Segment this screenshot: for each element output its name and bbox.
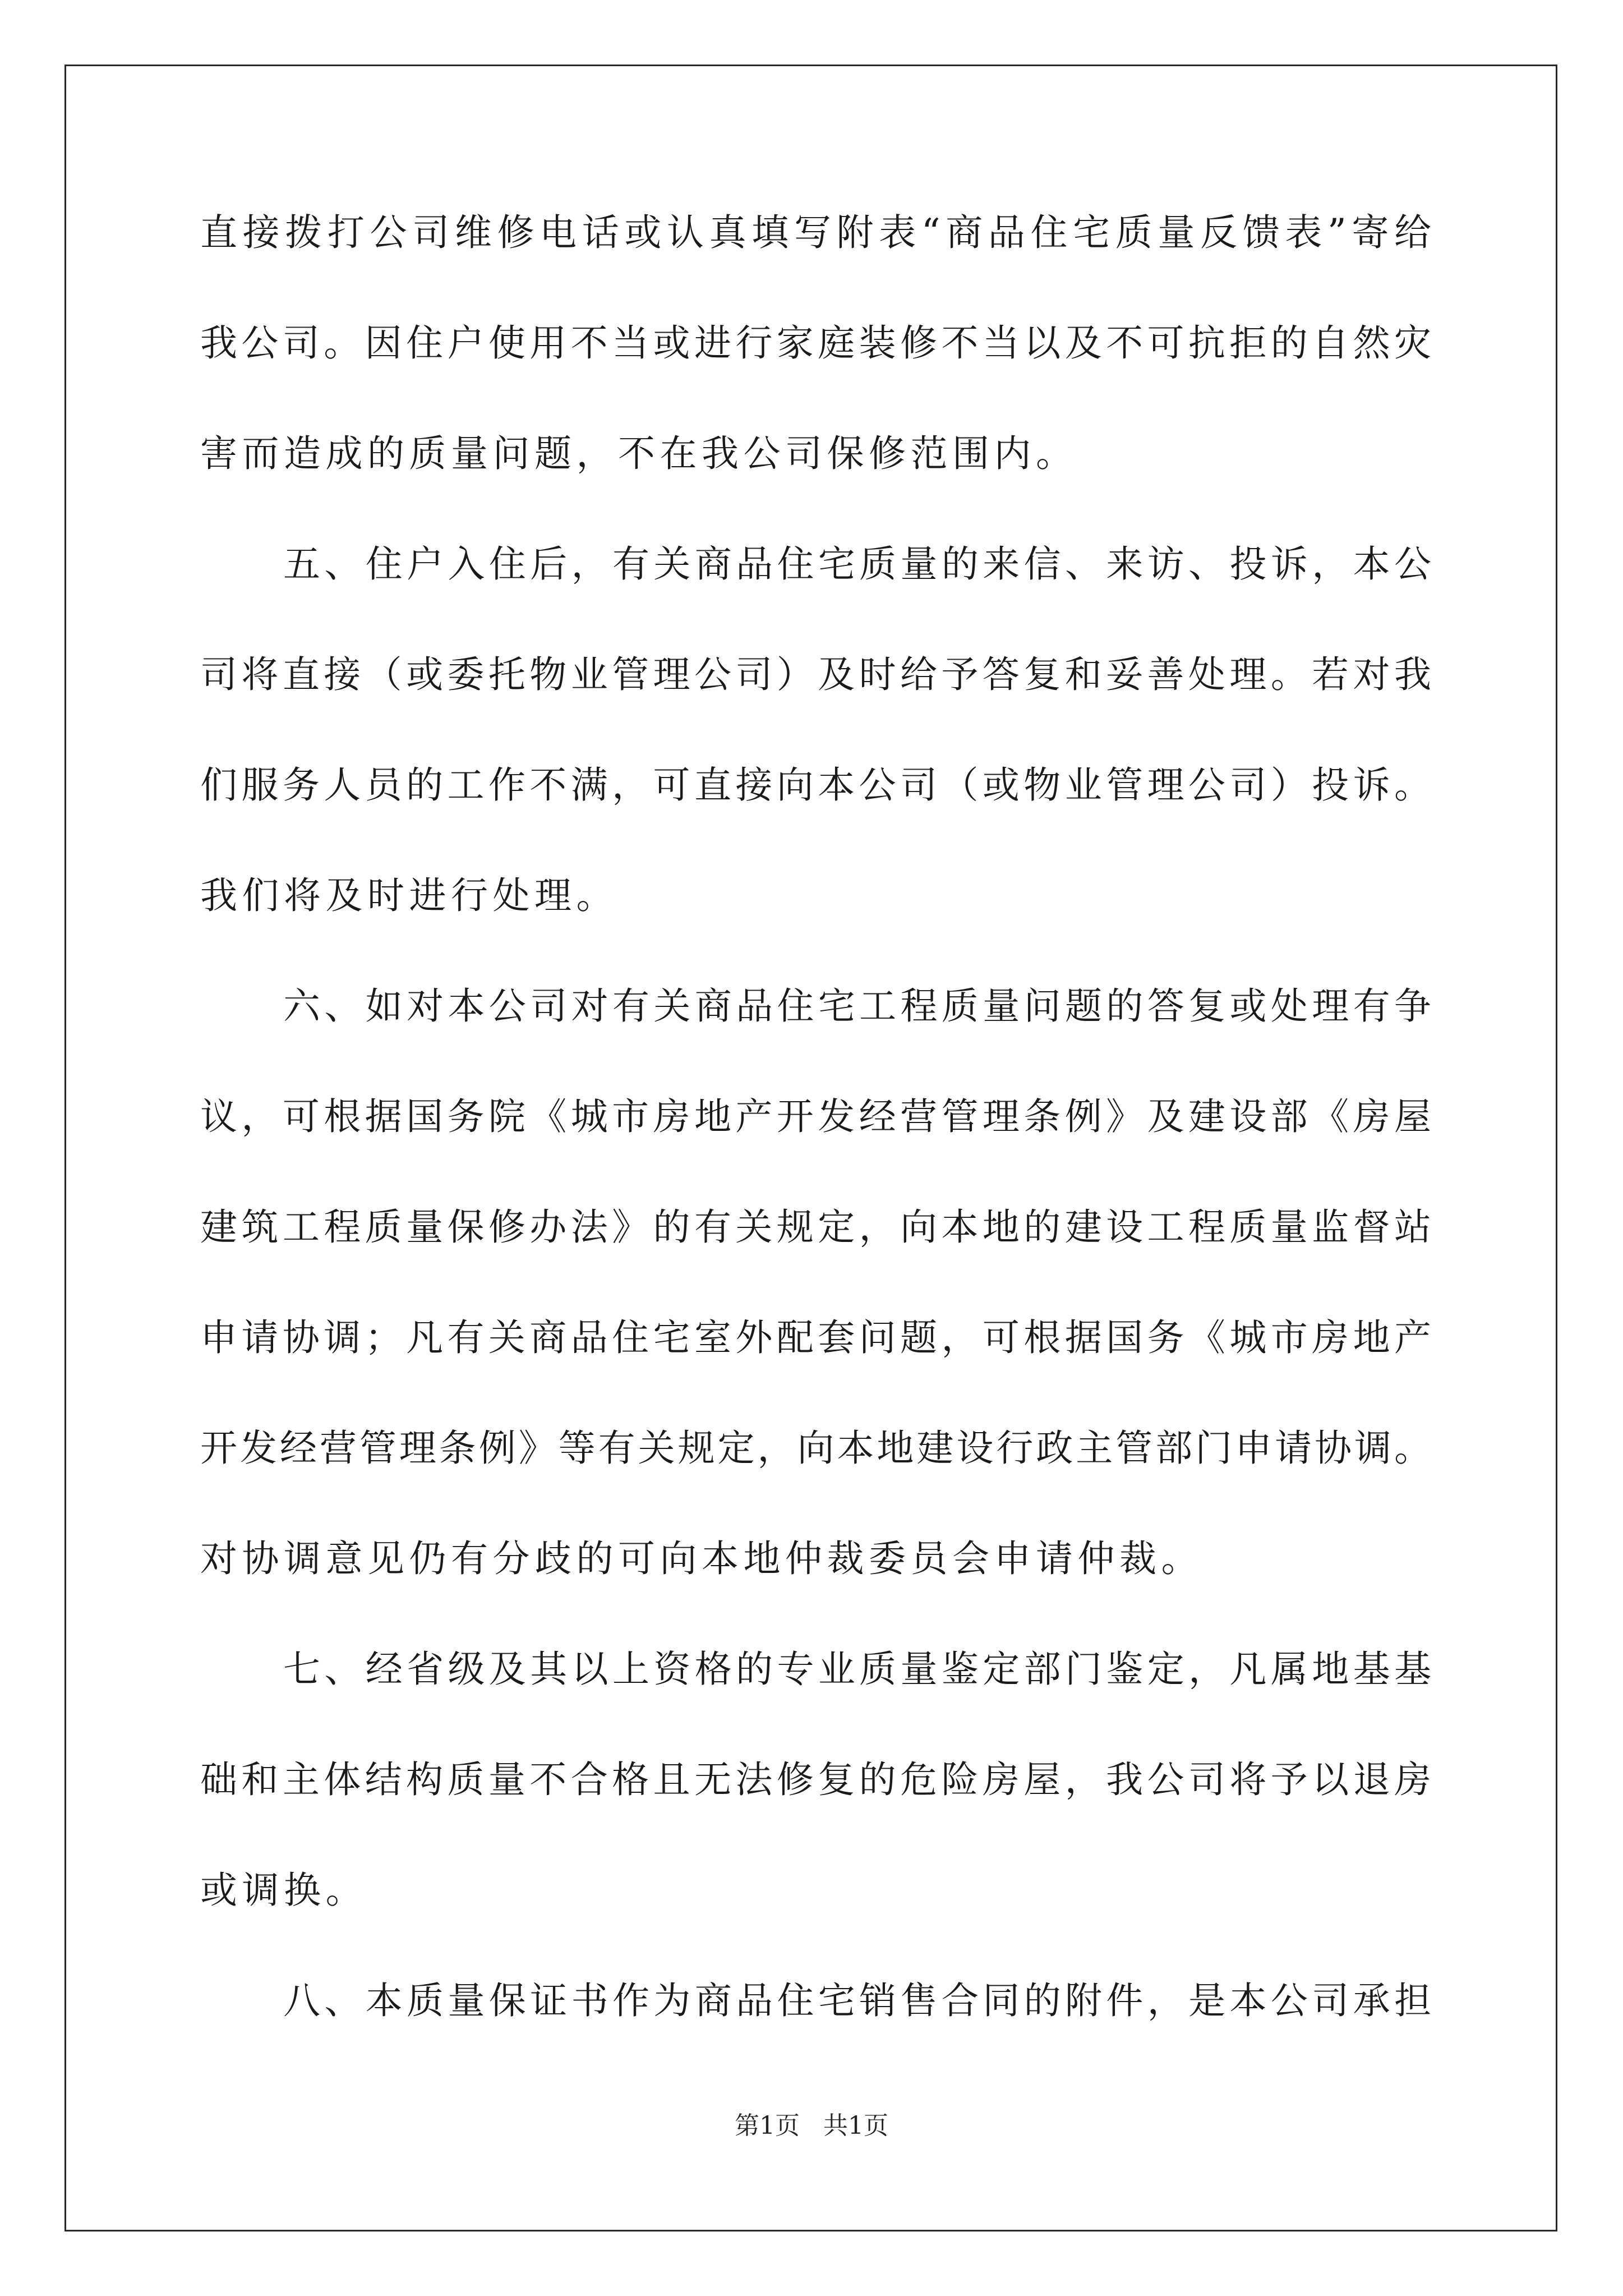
text-line: 直接拨打公司维修电话或认真填写附表“商品住宅质量反馈表”寄给	[200, 211, 1431, 254]
page-number: 第1页	[735, 2111, 800, 2140]
page-footer	[0, 2109, 1623, 2143]
text-line: 我们将及时进行处理。	[200, 874, 618, 917]
text-line: 五、住户入住后，有关商品住宅质量的来信、来访、投诉，本公	[283, 542, 1431, 586]
text-line: 害而造成的质量问题，不在我公司保修范围内。	[200, 432, 1078, 475]
text-line: 对协调意见仍有分歧的可向本地仲裁委员会申请仲裁。	[200, 1537, 1203, 1580]
text-line: 七、经省级及其以上资格的专业质量鉴定部门鉴定，凡属地基基	[283, 1648, 1431, 1691]
text-line: 六、如对本公司对有关商品住宅工程质量问题的答复或处理有争	[283, 984, 1431, 1028]
text-line: 八、本质量保证书作为商品住宅销售合同的附件，是本公司承担	[283, 1979, 1431, 2022]
text-line: 建筑工程质量保修办法》的有关规定，向本地的建设工程质量监督站	[200, 1205, 1431, 1249]
text-line: 们服务人员的工作不满，可直接向本公司（或物业管理公司）投诉。	[200, 763, 1431, 807]
text-line: 议，可根据国务院《城市房地产开发经营管理条例》及建设部《房屋	[200, 1095, 1431, 1138]
text-line: 我公司。因住户使用不当或进行家庭装修不当以及不可抗拒的自然灾	[200, 321, 1431, 365]
text-line: 础和主体结构质量不合格且无法修复的危险房屋，我公司将予以退房	[200, 1758, 1431, 1801]
document-body	[200, 208, 1431, 2086]
text-line: 开发经营管理条例》等有关规定，向本地建设行政主管部门申请协调。	[200, 1427, 1431, 1470]
text-line: 司将直接（或委托物业管理公司）及时给予答复和妥善处理。若对我	[200, 653, 1431, 696]
text-line: 或调换。	[200, 1869, 367, 1912]
page-total: 共1页	[823, 2111, 888, 2140]
text-line: 申请协调；凡有关商品住宅室外配套问题，可根据国务《城市房地产	[200, 1316, 1431, 1359]
